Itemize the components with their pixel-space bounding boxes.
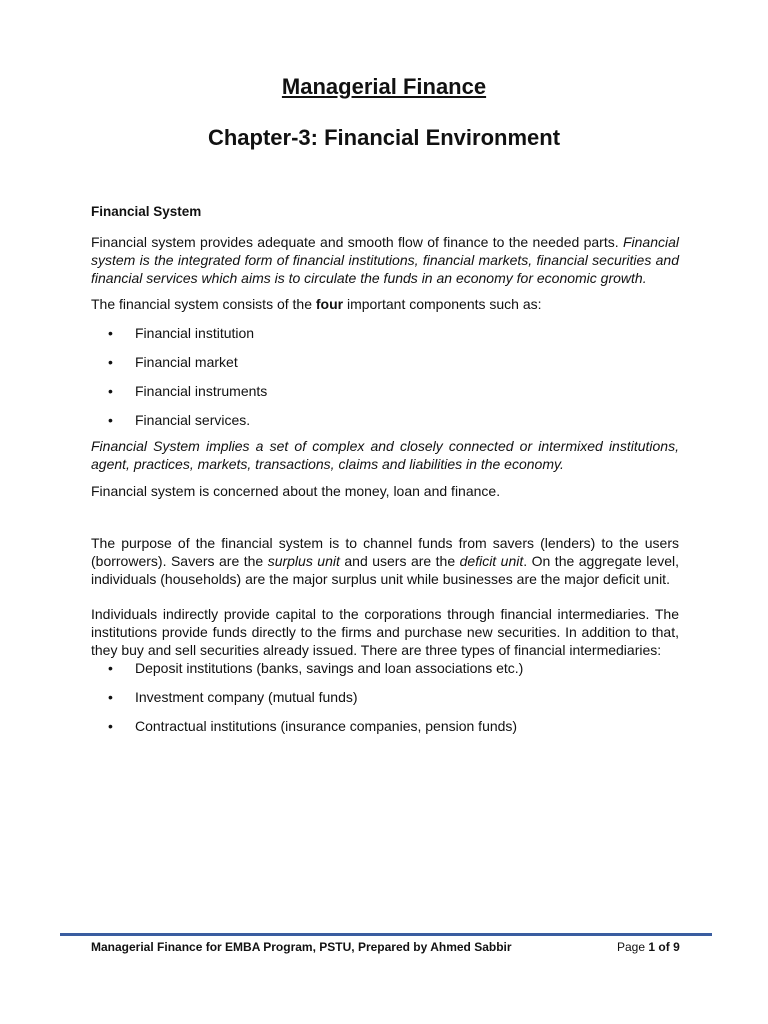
list-item: • Financial services.	[91, 411, 679, 429]
footer-caption: Managerial Finance for EMBA Program, PSTU, Prepared by Ahmed Sabbir	[91, 940, 512, 954]
purpose-surplus-unit: surplus unit	[267, 553, 340, 569]
section-heading: Financial System	[91, 204, 202, 219]
intermediaries-list	[91, 659, 679, 735]
paragraph-implies	[91, 437, 679, 473]
paragraph-concerned: Financial system is concerned about the money, loan and finance.	[91, 483, 501, 499]
page-total: 9	[673, 940, 680, 954]
page-number	[617, 940, 680, 954]
chapter-title: Chapter-3: Financial Environment	[207, 125, 561, 150]
paragraph-definition	[91, 233, 679, 287]
purpose-text-c: . On the aggregate level, individuals (households) are the major surplus unit while businesses are the major deficit unit.	[91, 553, 679, 587]
paragraph-components-intro	[91, 295, 679, 313]
components-list	[91, 324, 679, 429]
list-item: • Financial institution	[91, 324, 679, 342]
list-item: • Investment company (mutual funds)	[91, 688, 679, 706]
purpose-deficit-unit: deficit unit	[459, 553, 524, 569]
definition-italic-text: Financial system is the integrated form of financial institutions, financial markets, financial securities and financial services which aims is to circulate the funds in an economy for economic growth.	[91, 234, 679, 286]
components-intro-bold: four	[315, 296, 344, 312]
implies-italic-text: Financial System implies a set of complex and closely connected or intermixed institutions, agent, practices, markets, transactions, claims and liabilities in the economy.	[91, 438, 679, 472]
page-of-word: of	[658, 940, 670, 954]
paragraph-purpose	[91, 534, 679, 588]
list-item: • Financial market	[91, 353, 679, 371]
page-current: 1	[648, 940, 656, 954]
content-body	[91, 203, 679, 735]
footer-divider	[60, 933, 712, 936]
components-intro-after: important components such as:	[343, 296, 542, 312]
document-title: Managerial Finance	[281, 74, 487, 99]
list-item: • Contractual institutions (insurance companies, pension funds)	[91, 717, 679, 735]
purpose-text-b: and users are the	[339, 553, 460, 569]
list-item: • Financial instruments	[91, 382, 679, 400]
purpose-text-a: The purpose of the financial system is to channel funds from savers (lenders) to the users (borrowers). Savers are the	[91, 535, 679, 569]
paragraph-intermediaries: Individuals indirectly provide capital to the corporations through financial intermediaries. The institutions provide funds directly to the firms and purchase new securities. In addition to that, they buy and sell securities already issued. There are three types of financial intermediaries:	[91, 606, 679, 658]
definition-plain-text: Financial system provides adequate and smooth flow of finance to the needed parts.	[91, 234, 623, 250]
page-word: Page	[617, 940, 646, 954]
components-intro-before: The financial system consists of the	[91, 296, 316, 312]
list-item: • Deposit institutions (banks, savings and loan associations etc.)	[91, 659, 679, 677]
